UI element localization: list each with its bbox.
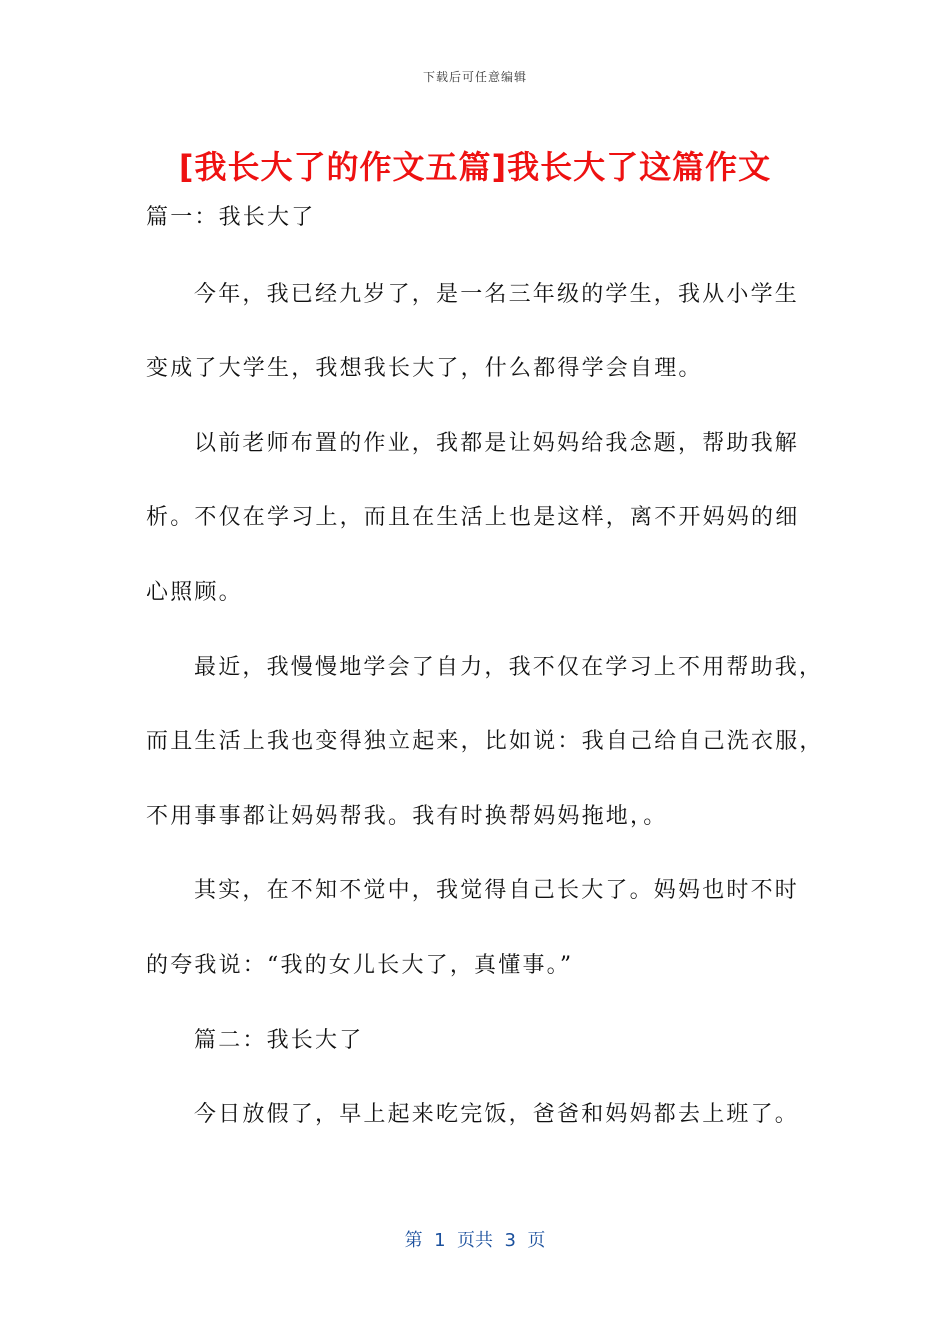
paragraph-line: 其实，在不知不觉中，我觉得自己长大了。妈妈也时不时 (194, 878, 800, 903)
header-note: 下载后可任意编辑 (422, 70, 527, 84)
section-heading-2: 篇二：我长大了 (194, 1028, 364, 1053)
paragraph-line: 今年，我已经九岁了，是一名三年级的学生，我从小学生 (194, 282, 800, 307)
section-heading-1: 篇一：我长大了 (146, 205, 316, 230)
paragraph-line: 的夸我说：“我的女儿长大了，真懂事。” (146, 953, 574, 978)
paragraph-line: 心照顾。 (146, 580, 243, 605)
paragraph-line: 以前老师布置的作业，我都是让妈妈给我念题，帮助我解 (194, 431, 800, 456)
paragraph-line: 而且生活上我也变得独立起来，比如说：我自己给自己洗衣服， (146, 729, 824, 754)
paragraph-line: 最近，我慢慢地学会了自力，我不仅在学习上不用帮助我， (194, 655, 824, 680)
document-title: [我长大了的作文五篇]我长大了这篇作文 (178, 148, 772, 186)
page-footer: 第 1 页共 3 页 (404, 1230, 546, 1251)
paragraph-line: 今日放假了，早上起来吃完饭，爸爸和妈妈都去上班了。 (194, 1102, 800, 1127)
paragraph-line: 析。不仅在学习上，而且在生活上也是这样，离不开妈妈的细 (146, 505, 800, 530)
paragraph-line: 变成了大学生，我想我长大了，什么都得学会自理。 (146, 356, 703, 381)
paragraph-line: 不用事事都让妈妈帮我。我有时换帮妈妈拖地，。 (146, 804, 668, 829)
